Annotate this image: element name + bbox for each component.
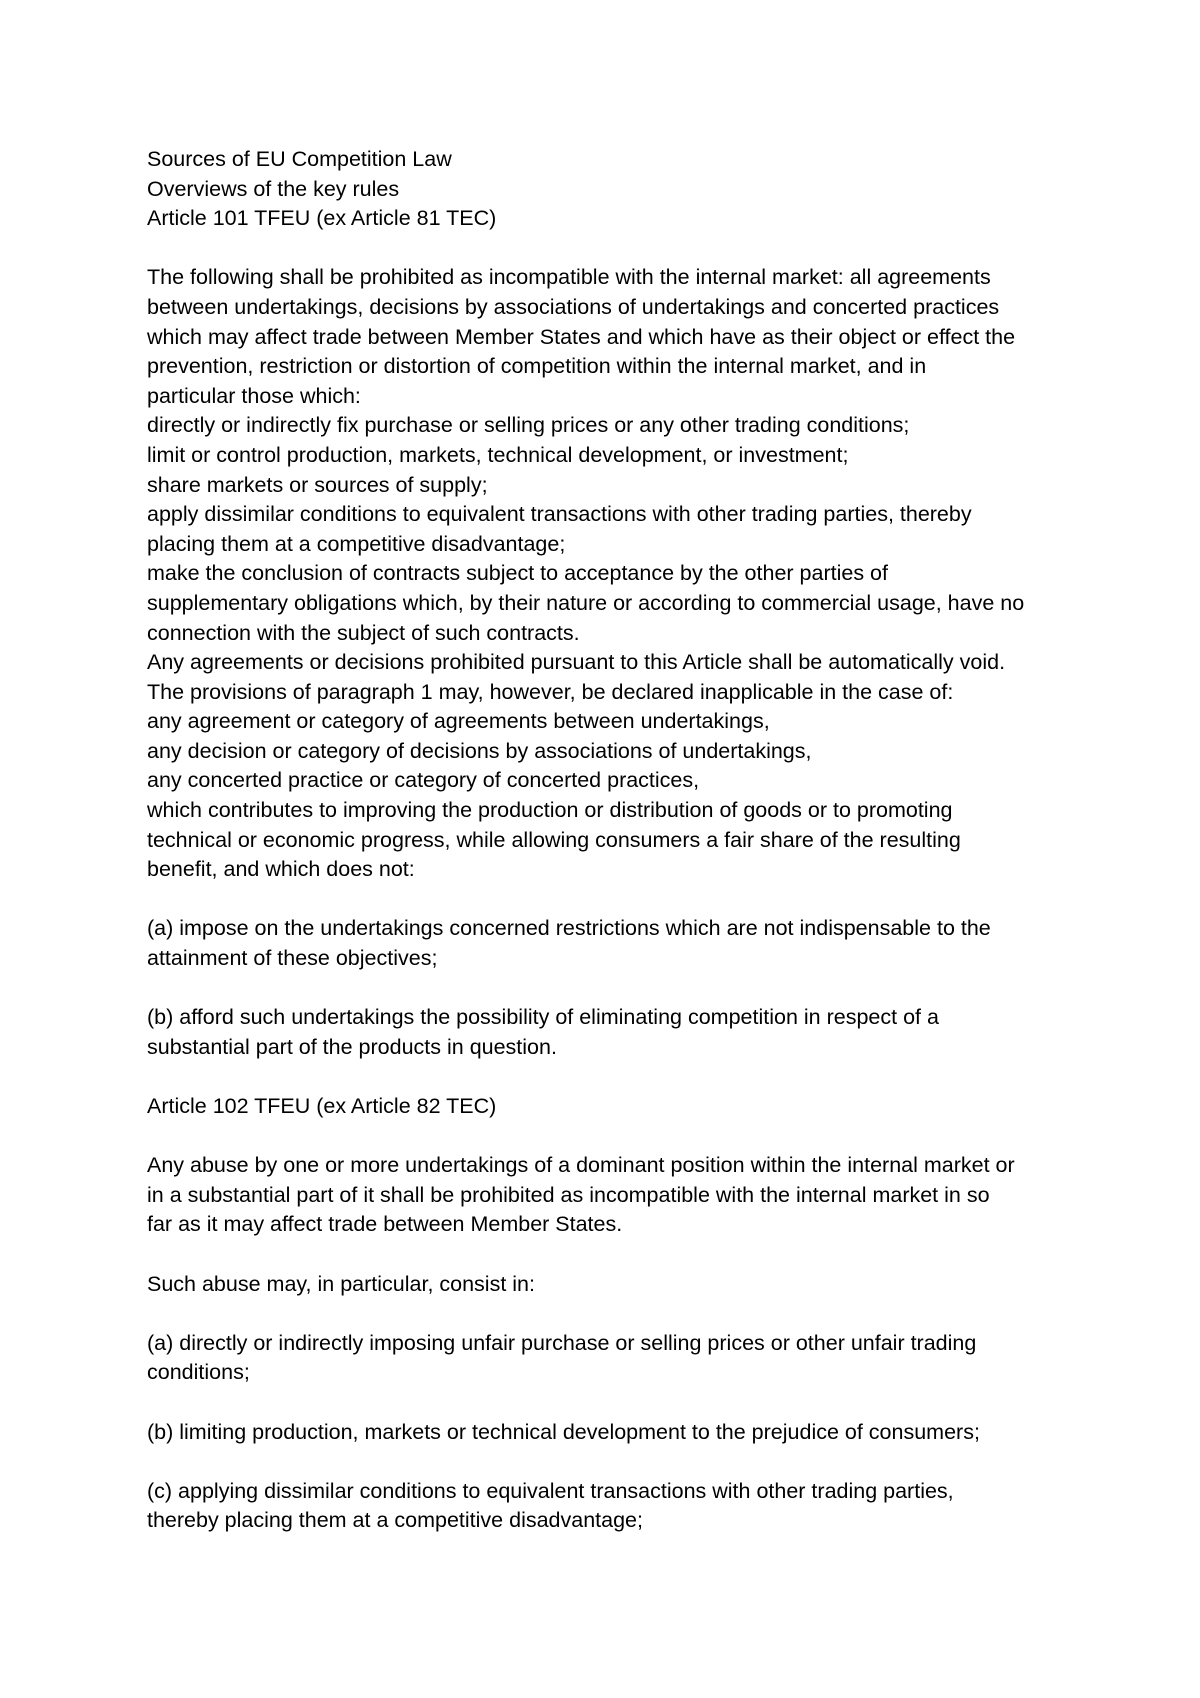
text-line: supplementary obligations which, by their nature or according to commercial usage, have no [147,590,1025,615]
text-line: (b) afford such undertakings the possibility of eliminating competition in respect of a [147,1005,939,1030]
text-line: (a) directly or indirectly imposing unfair purchase or selling prices or other unfair trading [147,1330,977,1355]
document-title: Sources of EU Competition Law [147,147,452,171]
paragraph-gap [147,1062,1077,1092]
text-line: share markets or sources of supply; [147,472,488,497]
text-line: any agreement or category of agreements between undertakings, [147,709,770,734]
text-line: which may affect trade between Member States and which have as their object or effect the [147,324,1016,349]
article-102-item-b [147,1418,1077,1448]
article-102-body [147,1151,1077,1240]
text-line: directly or indirectly fix purchase or selling prices or any other trading conditions; [147,413,910,438]
article-101-item-a [147,914,1077,973]
text-line: limit or control production, markets, technical development, or investment; [147,442,849,467]
text-line: (c) applying dissimilar conditions to equivalent transactions with other trading parties, [147,1478,954,1503]
text-line: (a) impose on the undertakings concerned restrictions which are not indispensable to the [147,916,991,941]
paragraph-gap [147,1240,1077,1270]
text-line: particular those which: [147,383,361,408]
text-line: between undertakings, decisions by associations of undertakings and concerted practices [147,294,1000,319]
text-line: substantial part of the products in question. [147,1034,557,1059]
text-line: placing them at a competitive disadvantage; [147,531,566,556]
document-page [147,145,1077,1536]
article-101-body [147,263,1077,884]
text-line: conditions; [147,1360,250,1385]
text-line: any decision or category of decisions by associations of undertakings, [147,738,812,763]
text-line: make the conclusion of contracts subject to acceptance by the other parties of [147,561,888,586]
paragraph-gap [147,1299,1077,1329]
text-line: technical or economic progress, while allowing consumers a fair share of the resulting [147,827,961,852]
article-102-item-c [147,1477,1077,1536]
text-line: thereby placing them at a competitive disadvantage; [147,1508,643,1533]
text-line: which contributes to improving the production or distribution of goods or to promoting [147,798,953,823]
text-line: The provisions of paragraph 1 may, however, be declared inapplicable in the case of: [147,679,954,704]
article-102-lead-in: Such abuse may, in particular, consist in: [147,1271,535,1296]
paragraph-gap [147,234,1077,264]
paragraph-gap [147,1447,1077,1477]
text-line: in a substantial part of it shall be prohibited as incompatible with the internal market in so [147,1182,990,1207]
text-line: connection with the subject of such contracts. [147,620,580,645]
article-101-item-b [147,1003,1077,1062]
text-line: attainment of these objectives; [147,946,438,971]
paragraph-gap [147,974,1077,1004]
text-line: apply dissimilar conditions to equivalent transactions with other trading parties, thereby [147,502,972,527]
document-subtitle: Overviews of the key rules [147,176,400,201]
article-101-heading: Article 101 TFEU (ex Article 81 TEC) [147,206,497,231]
paragraph-gap [147,885,1077,915]
article-102-heading: Article 102 TFEU (ex Article 82 TEC) [147,1094,497,1118]
paragraph-gap [147,1122,1077,1152]
article-102-item-a [147,1329,1077,1388]
paragraph-gap [147,1388,1077,1418]
text-line: (b) limiting production, markets or technical development to the prejudice of consumers; [147,1419,980,1444]
text-line: The following shall be prohibited as incompatible with the internal market: all agreements [147,265,991,290]
text-line: any concerted practice or category of concerted practices, [147,768,700,793]
text-line: Any abuse by one or more undertakings of a dominant position within the internal market or [147,1153,1015,1178]
text-line: prevention, restriction or distortion of competition within the internal market, and in [147,354,927,379]
text-line: Any agreements or decisions prohibited pursuant to this Article shall be automatically void. [147,650,1006,675]
text-line: benefit, and which does not: [147,857,415,882]
text-line: far as it may affect trade between Member States. [147,1212,623,1237]
